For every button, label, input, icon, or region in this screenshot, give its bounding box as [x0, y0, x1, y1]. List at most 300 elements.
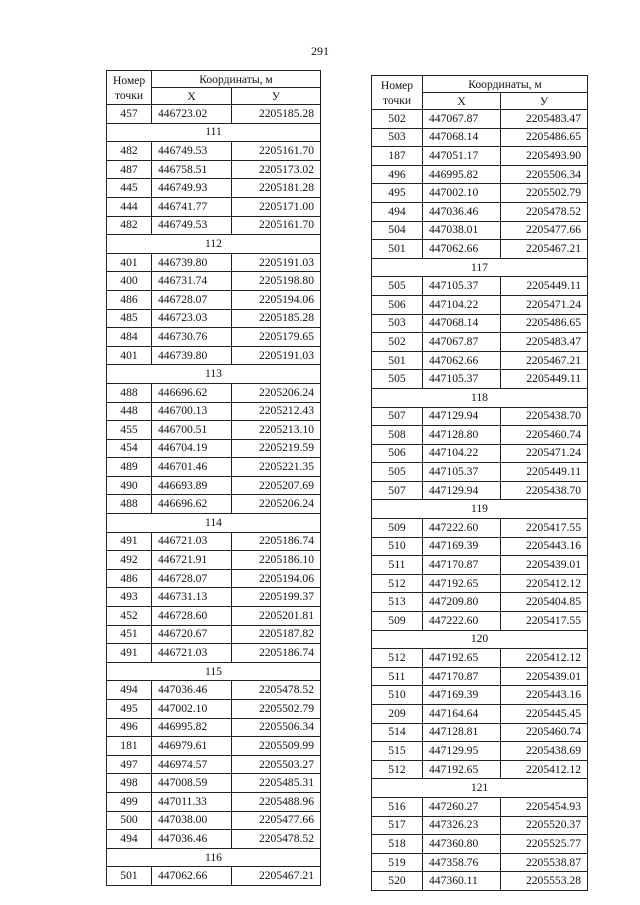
y-coordinate-cell: 2205161.70 — [232, 216, 321, 235]
y-coordinate-cell: 2205502.79 — [232, 700, 321, 719]
y-coordinate-cell: 2205471.24 — [501, 295, 588, 314]
table-body — [372, 110, 588, 891]
x-coordinate-cell: 447008.59 — [152, 774, 232, 793]
table-row — [372, 128, 588, 147]
y-coordinate-cell: 2205213.10 — [232, 421, 321, 440]
table-row — [372, 407, 588, 426]
parcel-group-row — [107, 123, 321, 142]
x-coordinate-cell: 447358.76 — [423, 853, 501, 872]
point-number-cell: 187 — [372, 147, 423, 166]
x-coordinate-cell: 447104.22 — [423, 444, 501, 463]
table-row — [372, 612, 588, 631]
point-number-cell: 501 — [107, 867, 152, 886]
point-number-cell: 448 — [107, 402, 152, 421]
table-row — [107, 830, 321, 849]
table-row — [372, 184, 588, 203]
x-coordinate-cell: 447002.10 — [423, 184, 501, 203]
table-row — [372, 556, 588, 575]
point-number-cell: 401 — [107, 346, 152, 365]
x-coordinate-cell: 446693.89 — [152, 476, 232, 495]
table-row — [372, 667, 588, 686]
x-coordinate-cell: 447067.87 — [423, 110, 501, 129]
x-coordinate-cell: 446723.03 — [152, 309, 232, 328]
point-number-label-line1: Номер — [113, 73, 146, 87]
y-column-header: У — [501, 93, 588, 110]
y-coordinate-cell: 2205486.65 — [501, 314, 588, 333]
point-number-cell: 485 — [107, 309, 152, 328]
point-number-cell: 492 — [107, 551, 152, 570]
y-coordinate-cell: 2205449.11 — [501, 463, 588, 482]
y-coordinate-cell: 2205412.12 — [501, 649, 588, 668]
point-number-cell: 509 — [372, 612, 423, 631]
table-row — [107, 495, 321, 514]
y-coordinate-cell: 2205417.55 — [501, 519, 588, 538]
x-column-header: X — [152, 88, 232, 105]
y-coordinate-cell: 2205525.77 — [501, 835, 588, 854]
point-number-label-line2: точки — [382, 93, 412, 107]
table-row — [372, 797, 588, 816]
page-number: 291 — [311, 44, 329, 58]
x-coordinate-cell: 446700.51 — [152, 421, 232, 440]
point-number-cell: 519 — [372, 853, 423, 872]
point-number-cell: 511 — [372, 556, 423, 575]
table-row — [107, 774, 321, 793]
table-row — [107, 439, 321, 458]
x-coordinate-cell: 447062.66 — [423, 240, 501, 259]
table-row — [372, 426, 588, 445]
parcel-group-row — [107, 365, 321, 384]
table-row — [372, 202, 588, 221]
y-column-header: У — [232, 88, 321, 105]
table-row — [107, 402, 321, 421]
table-row — [107, 718, 321, 737]
table-row — [372, 277, 588, 296]
y-coordinate-cell: 2205553.28 — [501, 872, 588, 891]
table-row — [372, 240, 588, 259]
x-coordinate-cell: 446700.13 — [152, 402, 232, 421]
point-number-cell: 516 — [372, 797, 423, 816]
point-number-cell: 506 — [372, 444, 423, 463]
table-row — [107, 792, 321, 811]
y-coordinate-cell: 2205438.69 — [501, 742, 588, 761]
x-coordinate-cell: 446723.02 — [152, 105, 232, 124]
point-number-cell: 482 — [107, 142, 152, 161]
x-coordinate-cell: 446739.80 — [152, 253, 232, 272]
table-row — [107, 253, 321, 272]
y-coordinate-cell: 2205467.21 — [501, 240, 588, 259]
y-coordinate-cell: 2205478.52 — [232, 681, 321, 700]
y-coordinate-cell: 2205206.24 — [232, 383, 321, 402]
y-coordinate-cell: 2205443.16 — [501, 686, 588, 705]
point-number-cell: 518 — [372, 835, 423, 854]
x-coordinate-cell: 447105.37 — [423, 370, 501, 389]
parcel-number: 112 — [107, 235, 321, 254]
x-coordinate-cell: 447062.66 — [152, 867, 232, 886]
y-coordinate-cell: 2205439.01 — [501, 556, 588, 575]
point-number-cell: 510 — [372, 686, 423, 705]
table-row — [372, 649, 588, 668]
x-coordinate-cell: 447222.60 — [423, 519, 501, 538]
x-coordinate-cell: 446758.51 — [152, 160, 232, 179]
x-coordinate-cell: 447360.11 — [423, 872, 501, 891]
x-coordinate-cell: 447129.94 — [423, 407, 501, 426]
point-number-cell: 493 — [107, 588, 152, 607]
x-coordinate-cell: 446728.60 — [152, 607, 232, 626]
y-coordinate-cell: 2205478.52 — [232, 830, 321, 849]
y-coordinate-cell: 2205207.69 — [232, 476, 321, 495]
y-coordinate-cell: 2205186.74 — [232, 644, 321, 663]
table-row — [372, 221, 588, 240]
y-coordinate-cell: 2205181.28 — [232, 179, 321, 198]
table-row — [372, 165, 588, 184]
y-coordinate-cell: 2205219.59 — [232, 439, 321, 458]
table-row — [372, 444, 588, 463]
y-coordinate-cell: 2205187.82 — [232, 625, 321, 644]
x-coordinate-cell: 446721.03 — [152, 644, 232, 663]
point-number-cell: 494 — [107, 681, 152, 700]
parcel-number: 117 — [372, 258, 588, 277]
point-number-cell: 455 — [107, 421, 152, 440]
point-number-cell: 209 — [372, 705, 423, 724]
point-number-cell: 502 — [372, 333, 423, 352]
x-coordinate-cell: 447002.10 — [152, 700, 232, 719]
y-coordinate-cell: 2205185.28 — [232, 105, 321, 124]
parcel-number: 111 — [107, 123, 321, 142]
x-coordinate-cell: 447036.46 — [423, 202, 501, 221]
y-coordinate-cell: 2205449.11 — [501, 370, 588, 389]
y-coordinate-cell: 2205198.80 — [232, 272, 321, 291]
table-row — [372, 686, 588, 705]
table-row — [372, 760, 588, 779]
y-coordinate-cell: 2205194.06 — [232, 569, 321, 588]
table-row — [107, 700, 321, 719]
table-row — [372, 370, 588, 389]
table-row — [107, 309, 321, 328]
table-row — [372, 723, 588, 742]
point-number-cell: 509 — [372, 519, 423, 538]
y-coordinate-cell: 2205185.28 — [232, 309, 321, 328]
parcel-number: 118 — [372, 388, 588, 407]
x-coordinate-cell: 446704.19 — [152, 439, 232, 458]
table-row — [107, 476, 321, 495]
point-number-cell: 496 — [372, 165, 423, 184]
y-coordinate-cell: 2205460.74 — [501, 426, 588, 445]
table-header — [107, 71, 321, 105]
x-coordinate-cell: 446731.74 — [152, 272, 232, 291]
parcel-number: 113 — [107, 365, 321, 384]
x-coordinate-cell: 447192.65 — [423, 649, 501, 668]
point-number-cell: 484 — [107, 328, 152, 347]
x-coordinate-cell: 446728.07 — [152, 569, 232, 588]
table-row — [107, 346, 321, 365]
y-coordinate-cell: 2205485.31 — [232, 774, 321, 793]
point-number-cell: 488 — [107, 383, 152, 402]
x-coordinate-cell: 446749.53 — [152, 142, 232, 161]
point-number-cell: 498 — [107, 774, 152, 793]
point-number-cell: 482 — [107, 216, 152, 235]
y-coordinate-cell: 2205417.55 — [501, 612, 588, 631]
table-row — [372, 835, 588, 854]
x-coordinate-cell: 447051.17 — [423, 147, 501, 166]
y-coordinate-cell: 2205438.70 — [501, 407, 588, 426]
table-row — [107, 458, 321, 477]
y-coordinate-cell: 2205467.21 — [232, 867, 321, 886]
parcel-number: 119 — [372, 500, 588, 519]
parcel-number: 120 — [372, 630, 588, 649]
parcel-number: 121 — [372, 779, 588, 798]
table-row — [107, 811, 321, 830]
x-coordinate-cell: 446979.61 — [152, 737, 232, 756]
y-coordinate-cell: 2205173.02 — [232, 160, 321, 179]
point-number-cell: 501 — [372, 351, 423, 370]
table-row — [372, 519, 588, 538]
table-row — [107, 383, 321, 402]
x-column-header: X — [423, 93, 501, 110]
y-coordinate-cell: 2205212.43 — [232, 402, 321, 421]
point-number-header — [372, 76, 423, 110]
point-number-cell: 513 — [372, 593, 423, 612]
y-coordinate-cell: 2205454.93 — [501, 797, 588, 816]
x-coordinate-cell: 447129.95 — [423, 742, 501, 761]
point-number-cell: 452 — [107, 607, 152, 626]
point-number-cell: 400 — [107, 272, 152, 291]
point-number-cell: 488 — [107, 495, 152, 514]
y-coordinate-cell: 2205443.16 — [501, 537, 588, 556]
x-coordinate-cell: 446749.53 — [152, 216, 232, 235]
parcel-group-row — [372, 258, 588, 277]
parcel-group-row — [372, 779, 588, 798]
x-coordinate-cell: 447192.65 — [423, 760, 501, 779]
x-coordinate-cell: 447105.37 — [423, 277, 501, 296]
point-number-cell: 489 — [107, 458, 152, 477]
table-row — [107, 272, 321, 291]
table-row — [372, 593, 588, 612]
table-row — [107, 644, 321, 663]
x-coordinate-cell: 447170.87 — [423, 667, 501, 686]
table-row — [372, 463, 588, 482]
table-header — [372, 76, 588, 110]
table-row — [372, 537, 588, 556]
table-body — [107, 105, 321, 886]
parcel-group-row — [107, 514, 321, 533]
point-number-cell: 490 — [107, 476, 152, 495]
point-number-cell: 444 — [107, 197, 152, 216]
y-coordinate-cell: 2205221.35 — [232, 458, 321, 477]
point-number-cell: 512 — [372, 760, 423, 779]
y-coordinate-cell: 2205171.00 — [232, 197, 321, 216]
table-row — [107, 328, 321, 347]
y-coordinate-cell: 2205191.03 — [232, 253, 321, 272]
coordinates-header: Координаты, м — [152, 71, 321, 88]
y-coordinate-cell: 2205179.65 — [232, 328, 321, 347]
x-coordinate-cell: 446701.46 — [152, 458, 232, 477]
point-number-label-line2: точки — [114, 88, 144, 102]
x-coordinate-cell: 446749.93 — [152, 179, 232, 198]
x-coordinate-cell: 447104.22 — [423, 295, 501, 314]
point-number-cell: 457 — [107, 105, 152, 124]
table-row — [372, 147, 588, 166]
x-coordinate-cell: 446995.82 — [423, 165, 501, 184]
point-number-cell: 497 — [107, 755, 152, 774]
y-coordinate-cell: 2205502.79 — [501, 184, 588, 203]
point-number-cell: 494 — [107, 830, 152, 849]
table-row — [372, 314, 588, 333]
point-number-cell: 505 — [372, 277, 423, 296]
x-coordinate-cell: 446739.80 — [152, 346, 232, 365]
y-coordinate-cell: 2205445.45 — [501, 705, 588, 724]
table-row — [107, 625, 321, 644]
y-coordinate-cell: 2205191.03 — [232, 346, 321, 365]
parcel-number: 115 — [107, 662, 321, 681]
table-row — [372, 481, 588, 500]
parcel-group-row — [107, 662, 321, 681]
coordinates-table-right — [371, 75, 588, 891]
y-coordinate-cell: 2205439.01 — [501, 667, 588, 686]
x-coordinate-cell: 446741.77 — [152, 197, 232, 216]
x-coordinate-cell: 446696.62 — [152, 383, 232, 402]
y-coordinate-cell: 2205506.34 — [501, 165, 588, 184]
table-row — [372, 853, 588, 872]
x-coordinate-cell: 447011.33 — [152, 792, 232, 811]
y-coordinate-cell: 2205477.66 — [232, 811, 321, 830]
coordinates-table-left — [106, 70, 321, 886]
coordinates-header: Координаты, м — [423, 76, 588, 93]
point-number-cell: 494 — [372, 202, 423, 221]
table-row — [372, 295, 588, 314]
y-coordinate-cell: 2205486.65 — [501, 128, 588, 147]
x-coordinate-cell: 446730.76 — [152, 328, 232, 347]
table-row — [107, 569, 321, 588]
table-row — [372, 110, 588, 129]
table-row — [107, 105, 321, 124]
x-coordinate-cell: 447360.80 — [423, 835, 501, 854]
table-row — [372, 816, 588, 835]
x-coordinate-cell: 447260.27 — [423, 797, 501, 816]
x-coordinate-cell: 446731.13 — [152, 588, 232, 607]
point-number-cell: 511 — [372, 667, 423, 686]
point-number-cell: 501 — [372, 240, 423, 259]
y-coordinate-cell: 2205460.74 — [501, 723, 588, 742]
point-number-cell: 510 — [372, 537, 423, 556]
point-number-cell: 445 — [107, 179, 152, 198]
y-coordinate-cell: 2205412.12 — [501, 760, 588, 779]
parcel-group-row — [107, 235, 321, 254]
y-coordinate-cell: 2205201.81 — [232, 607, 321, 626]
x-coordinate-cell: 447105.37 — [423, 463, 501, 482]
point-number-cell: 491 — [107, 532, 152, 551]
point-number-cell: 451 — [107, 625, 152, 644]
point-number-cell: 487 — [107, 160, 152, 179]
point-number-cell: 515 — [372, 742, 423, 761]
point-number-cell: 491 — [107, 644, 152, 663]
point-number-cell: 505 — [372, 370, 423, 389]
y-coordinate-cell: 2205478.52 — [501, 202, 588, 221]
y-coordinate-cell: 2205483.47 — [501, 333, 588, 352]
x-coordinate-cell: 446721.03 — [152, 532, 232, 551]
x-coordinate-cell: 446995.82 — [152, 718, 232, 737]
x-coordinate-cell: 447169.39 — [423, 686, 501, 705]
x-coordinate-cell: 447038.01 — [423, 221, 501, 240]
table-row — [107, 607, 321, 626]
y-coordinate-cell: 2205538.87 — [501, 853, 588, 872]
y-coordinate-cell: 2205199.37 — [232, 588, 321, 607]
y-coordinate-cell: 2205520.37 — [501, 816, 588, 835]
point-number-cell: 503 — [372, 128, 423, 147]
point-number-label-line1: Номер — [380, 78, 414, 92]
point-number-cell: 512 — [372, 649, 423, 668]
y-coordinate-cell: 2205488.96 — [232, 792, 321, 811]
parcel-group-row — [107, 848, 321, 867]
point-number-cell: 499 — [107, 792, 152, 811]
table-row — [107, 755, 321, 774]
table-row — [372, 872, 588, 891]
table-row — [107, 681, 321, 700]
table-row — [372, 574, 588, 593]
x-coordinate-cell: 446974.57 — [152, 755, 232, 774]
table-row — [107, 179, 321, 198]
table-row — [107, 737, 321, 756]
parcel-group-row — [372, 500, 588, 519]
y-coordinate-cell: 2205493.90 — [501, 147, 588, 166]
table-row — [107, 142, 321, 161]
point-number-header — [107, 71, 152, 105]
point-number-cell: 505 — [372, 463, 423, 482]
point-number-cell: 514 — [372, 723, 423, 742]
y-coordinate-cell: 2205503.27 — [232, 755, 321, 774]
point-number-cell: 486 — [107, 290, 152, 309]
y-coordinate-cell: 2205186.10 — [232, 551, 321, 570]
x-coordinate-cell: 447192.65 — [423, 574, 501, 593]
x-coordinate-cell: 447068.14 — [423, 314, 501, 333]
table-row — [107, 197, 321, 216]
x-coordinate-cell: 447068.14 — [423, 128, 501, 147]
x-coordinate-cell: 447067.87 — [423, 333, 501, 352]
x-coordinate-cell: 446696.62 — [152, 495, 232, 514]
y-coordinate-cell: 2205506.34 — [232, 718, 321, 737]
point-number-cell: 512 — [372, 574, 423, 593]
x-coordinate-cell: 447038.00 — [152, 811, 232, 830]
y-coordinate-cell: 2205509.99 — [232, 737, 321, 756]
point-number-cell: 495 — [107, 700, 152, 719]
x-coordinate-cell: 447326.23 — [423, 816, 501, 835]
table-row — [107, 216, 321, 235]
x-coordinate-cell: 447036.46 — [152, 681, 232, 700]
point-number-cell: 500 — [107, 811, 152, 830]
y-coordinate-cell: 2205206.24 — [232, 495, 321, 514]
x-coordinate-cell: 447222.60 — [423, 612, 501, 631]
point-number-cell: 506 — [372, 295, 423, 314]
parcel-number: 116 — [107, 848, 321, 867]
y-coordinate-cell: 2205471.24 — [501, 444, 588, 463]
point-number-cell: 507 — [372, 481, 423, 500]
table-row — [372, 742, 588, 761]
table-row — [107, 290, 321, 309]
parcel-number: 114 — [107, 514, 321, 533]
x-coordinate-cell: 447062.66 — [423, 351, 501, 370]
y-coordinate-cell: 2205161.70 — [232, 142, 321, 161]
point-number-cell: 181 — [107, 737, 152, 756]
y-coordinate-cell: 2205412.12 — [501, 574, 588, 593]
point-number-cell: 507 — [372, 407, 423, 426]
table-row — [107, 421, 321, 440]
x-coordinate-cell: 446720.67 — [152, 625, 232, 644]
table-row — [372, 705, 588, 724]
point-number-cell: 503 — [372, 314, 423, 333]
x-coordinate-cell: 447036.46 — [152, 830, 232, 849]
x-coordinate-cell: 447128.80 — [423, 426, 501, 445]
y-coordinate-cell: 2205438.70 — [501, 481, 588, 500]
x-coordinate-cell: 447170.87 — [423, 556, 501, 575]
